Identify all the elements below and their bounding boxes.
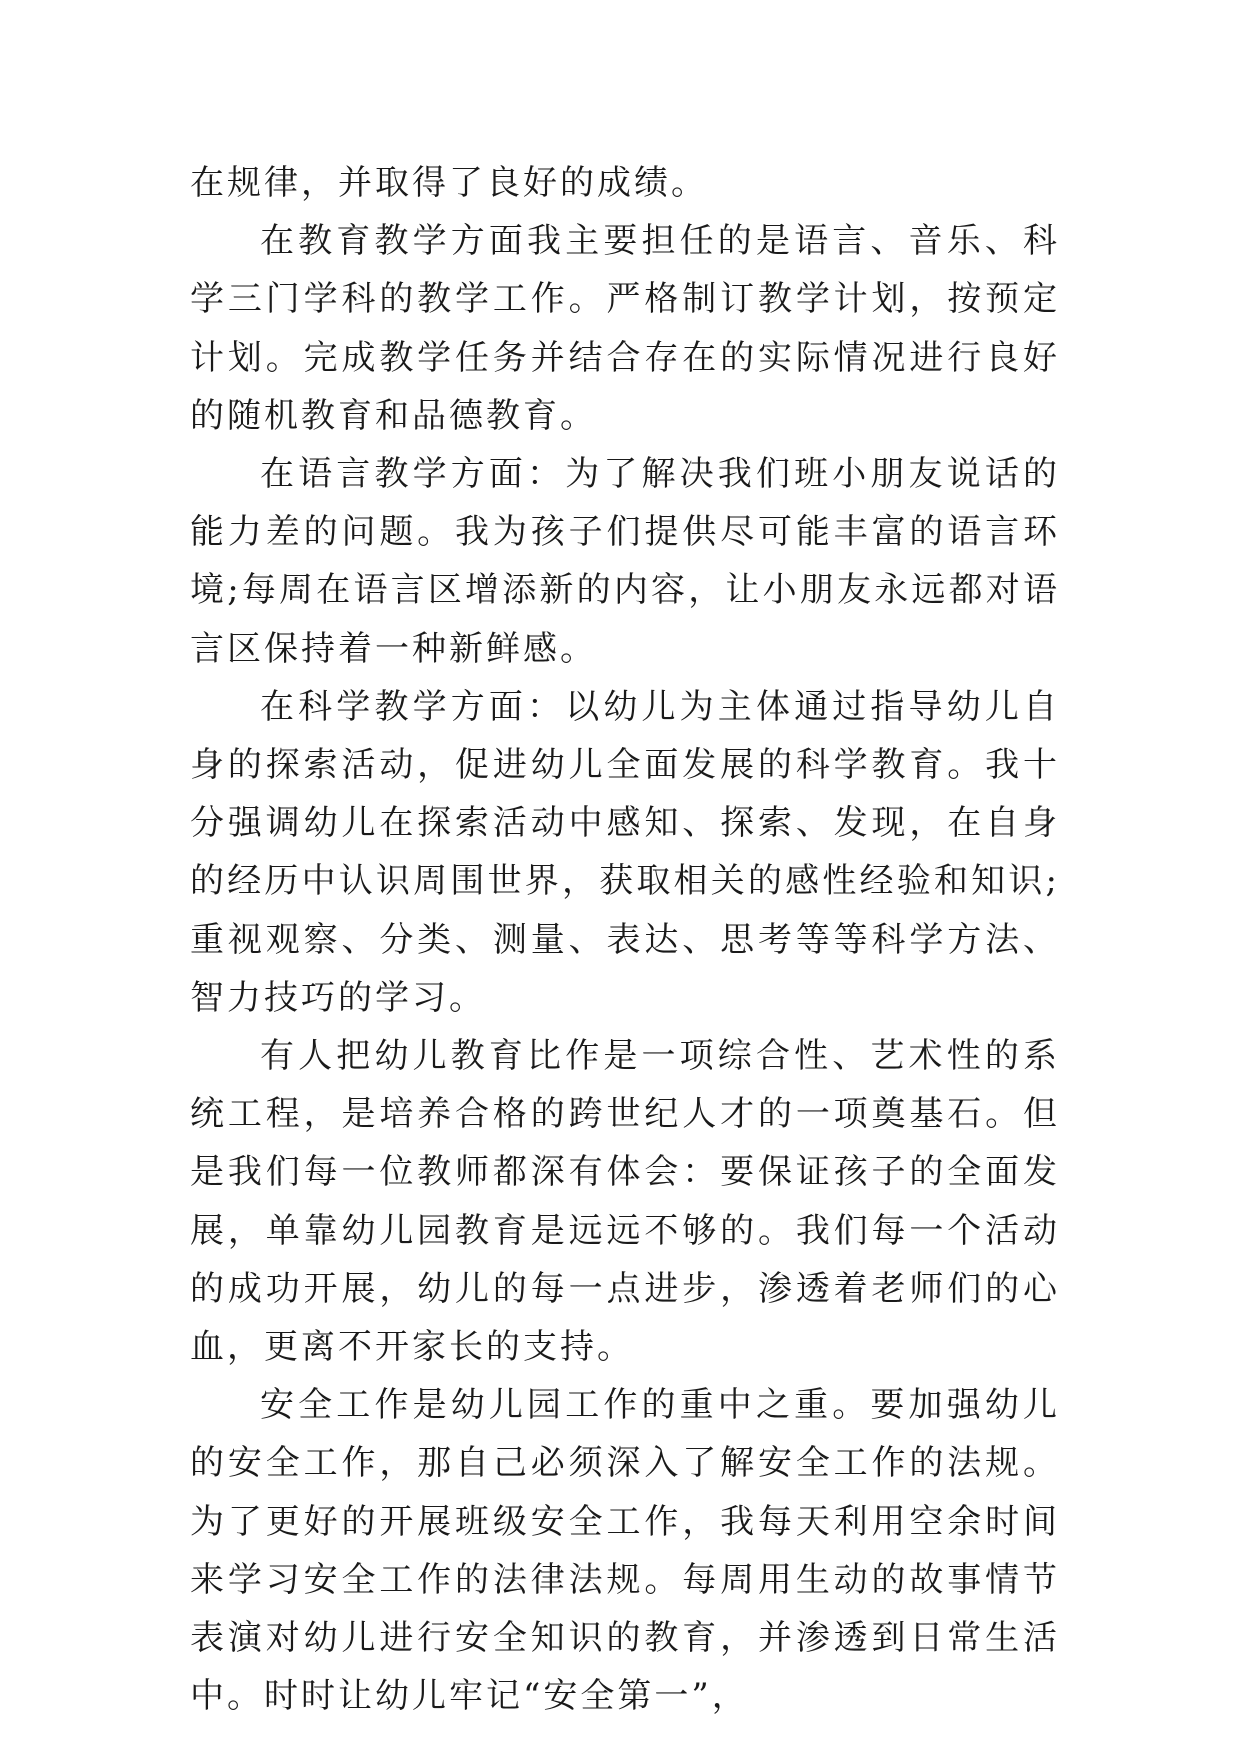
paragraph-language-teaching: 在语言教学方面：为了解决我们班小朋友说话的能力差的问题。我为孩子们提供尽可能丰富的语言环境;每周在语言区增添新的内容，让小朋友永远都对语言区保持着一种新鲜感。 bbox=[190, 454, 1060, 669]
paragraph-teaching: 在教育教学方面我主要担任的是语言、音乐、科学三门学科的教学工作。严格制订教学计划，按预定计划。完成教学任务并结合存在的实际情况进行良好的随机教育和品德教育。 bbox=[190, 221, 1060, 436]
paragraph-early-education: 有人把幼儿教育比作是一项综合性、艺术性的系统工程，是培养合格的跨世纪人才的一项奠基石。但是我们每一位教师都深有体会：要保证孩子的全面发展，单靠幼儿园教育是远远不够的。我们每一个活动的成功开展，幼儿的每一点进步，渗透着老师们的心血，更离不开家长的支持。 bbox=[190, 1036, 1060, 1368]
document-body bbox=[190, 154, 1060, 1725]
paragraph-continuation: 在规律，并取得了良好的成绩。 bbox=[190, 163, 708, 203]
paragraph-safety-work: 安全工作是幼儿园工作的重中之重。要加强幼儿的安全工作，那自己必须深入了解安全工作的法规。为了更好的开展班级安全工作，我每天利用空余时间来学习安全工作的法律法规。每周用生动的故事情节表演对幼儿进行安全知识的教育，并渗透到日常生活中。时时让幼儿牢记“安全第一”， bbox=[190, 1385, 1060, 1717]
paragraph-science-teaching: 在科学教学方面：以幼儿为主体通过指导幼儿自身的探索活动，促进幼儿全面发展的科学教育。我十分强调幼儿在探索活动中感知、探索、发现，在自身的经历中认识周围世界，获取相关的感性经验和知识;重视观察、分类、测量、表达、思考等等科学方法、智力技巧的学习。 bbox=[190, 686, 1060, 1018]
